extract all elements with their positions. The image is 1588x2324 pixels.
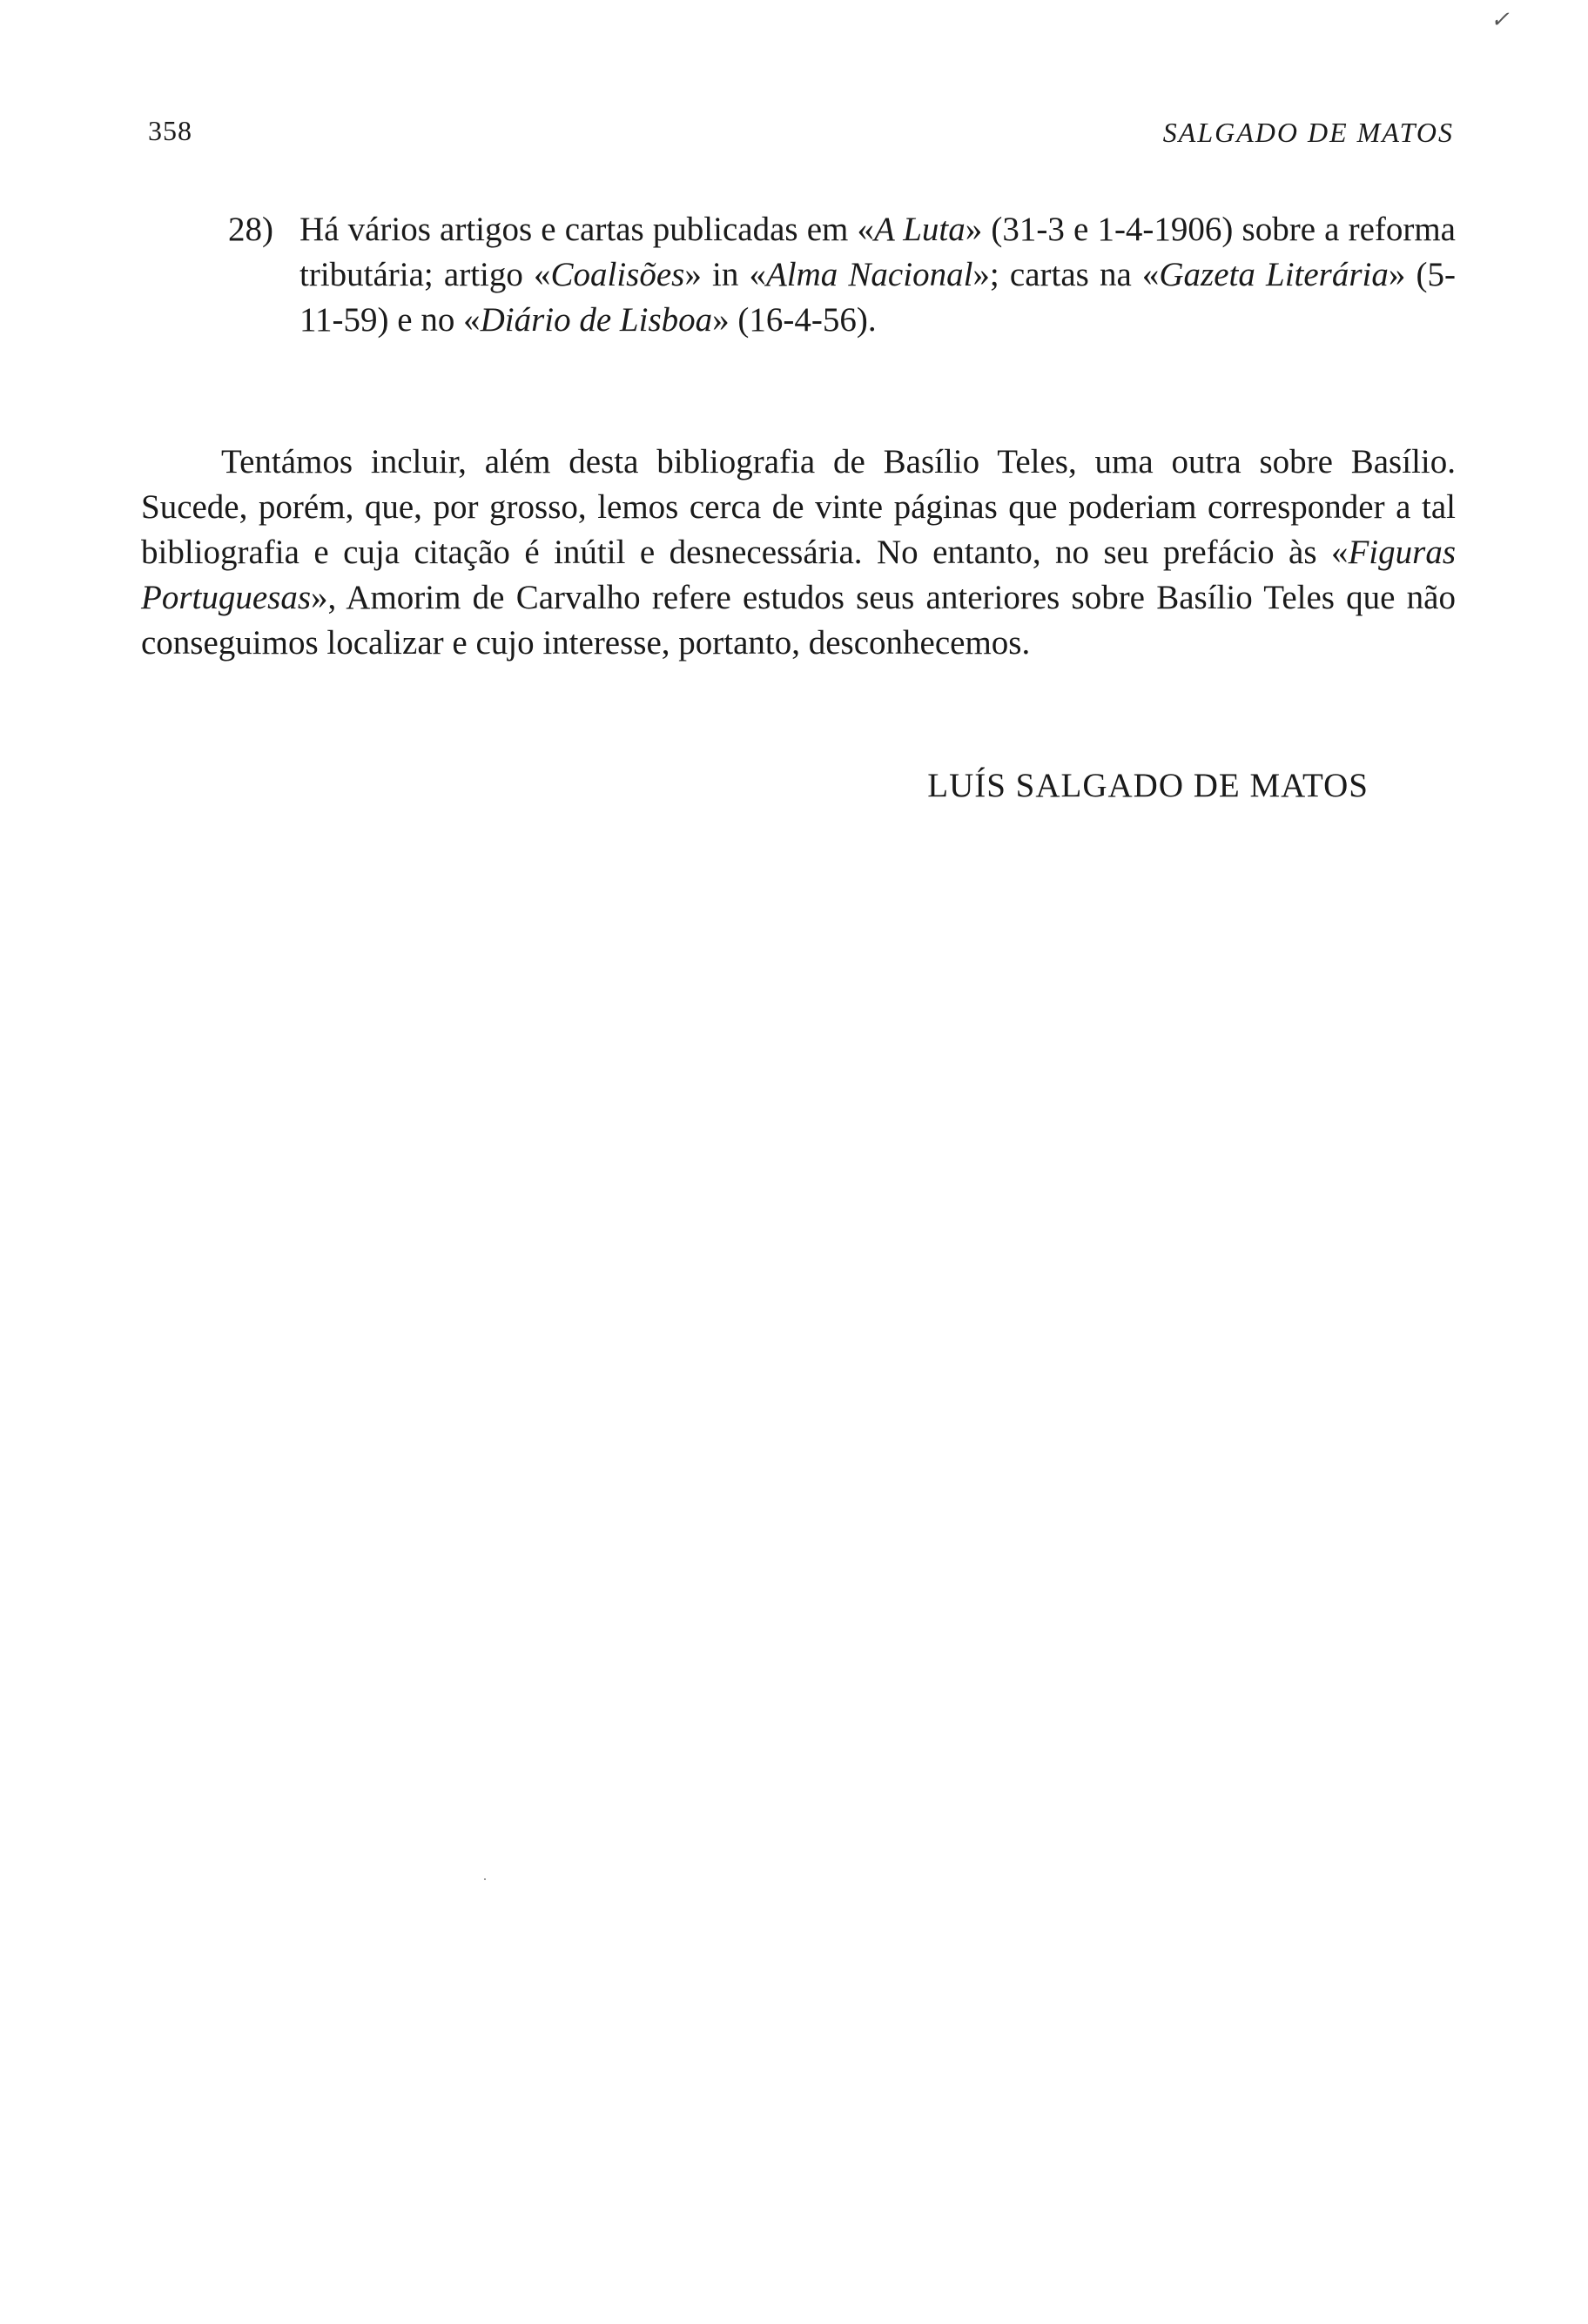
footnote-number: 28) bbox=[228, 211, 273, 248]
book-title: Figuras Portuguesas bbox=[141, 534, 1456, 616]
footnote-text-segment: » in « bbox=[684, 256, 766, 293]
article-title: Coalisões bbox=[550, 256, 685, 293]
body-paragraph bbox=[141, 440, 1456, 666]
check-mark-icon: ✓ bbox=[1490, 7, 1510, 32]
running-head: SALGADO DE MATOS bbox=[1162, 117, 1454, 148]
paragraph-text-segment: », Amorim de Carvalho refere estudos seus anteriores sobre Basílio Teles que não conseguimos localizar e cujo interesse, portanto, desconhecemos. bbox=[141, 579, 1456, 662]
footnote-text-segment: » (16-4-56). bbox=[712, 301, 877, 339]
footnote-text-segment: » (31-3 e 1-4-1906) sobre a reforma tributária; artigo « bbox=[299, 211, 1456, 293]
paragraph-text-segment: Tentámos incluir, além desta bibliografia de Basílio Teles, uma outra sobre Basílio. Sucede, porém, que, por grosso, lemos cerca de vinte páginas que poderiam corresponder a tal bibliografia e cuja citação é inútil e desnecessária. No entanto, no seu prefácio às « bbox=[141, 443, 1456, 571]
footnote-text-segment: »; cartas na « bbox=[972, 256, 1160, 293]
periodical-title: Alma Nacional bbox=[765, 256, 973, 293]
periodical-title: Diário de Lisboa bbox=[480, 301, 713, 339]
footnote-28 bbox=[228, 207, 1456, 343]
footnote-text-segment: » (5-11-59) e no « bbox=[299, 256, 1456, 339]
scan-speck bbox=[484, 1878, 486, 1880]
periodical-title: Gazeta Literária bbox=[1159, 256, 1389, 293]
author-signature: LUÍS SALGADO DE MATOS bbox=[927, 767, 1369, 804]
page-number: 358 bbox=[148, 115, 192, 146]
periodical-title: A Luta bbox=[874, 211, 966, 248]
footnote-text-segment: Há vários artigos e cartas publicadas em « bbox=[299, 211, 874, 248]
footnote-text bbox=[299, 207, 1456, 343]
